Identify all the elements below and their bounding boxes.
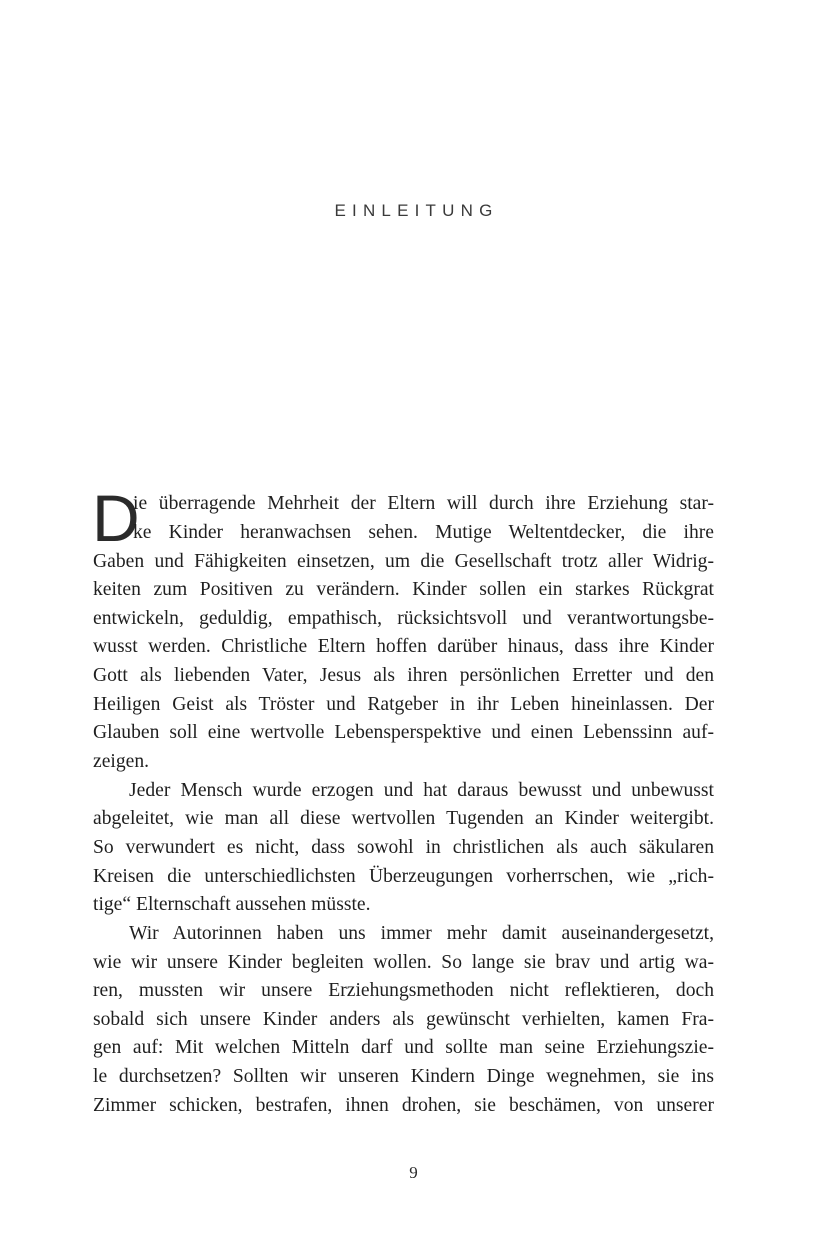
text-line: Kreisen die unterschiedlichsten Überzeugungen vorherrschen, wie „rich- xyxy=(93,866,714,887)
text-line: Heiligen Geist als Tröster und Ratgeber in ihr Leben hineinlassen. Der xyxy=(93,694,714,715)
text-line: gen auf: Mit welchen Mitteln darf und sollte man seine Erziehungszie- xyxy=(93,1037,714,1058)
text-line: Jeder Mensch wurde erzogen und hat daraus bewusst und unbewusst xyxy=(129,780,714,801)
text-line: keiten zum Positiven zu verändern. Kinder sollen ein starkes Rückgrat xyxy=(93,579,714,600)
text-line: ke Kinder heranwachsen sehen. Mutige Weltentdecker, die ihre xyxy=(133,522,714,543)
text-line: sobald sich unsere Kinder anders als gewünscht verhielten, kamen Fra- xyxy=(93,1009,714,1030)
text-line: zeigen. xyxy=(93,751,150,772)
text-line: Gott als liebenden Vater, Jesus als ihren persönlichen Erretter und den xyxy=(93,665,714,686)
text-line: le durchsetzen? Sollten wir unseren Kindern Dinge wegnehmen, sie ins xyxy=(93,1066,714,1087)
text-line: ie überragende Mehrheit der Eltern will durch ihre Erziehung star- xyxy=(133,493,714,514)
text-line: tige“ Elternschaft aussehen müsste. xyxy=(93,894,371,915)
text-line: entwickeln, geduldig, empathisch, rücksichtsvoll und verantwortungsbe- xyxy=(93,608,714,629)
text-line: So verwundert es nicht, dass sowohl in christlichen als auch säkularen xyxy=(93,837,714,858)
text-line: Glauben soll eine wertvolle Lebensperspektive und einen Lebenssinn auf- xyxy=(93,722,714,743)
text-line: Gaben und Fähigkeiten einsetzen, um die Gesellschaft trotz aller Widrig- xyxy=(93,551,714,572)
text-line: Wir Autorinnen haben uns immer mehr damit auseinandergesetzt, xyxy=(129,923,714,944)
drop-cap: D xyxy=(92,481,140,555)
text-line: wie wir unsere Kinder begleiten wollen. So lange sie brav und artig wa- xyxy=(93,952,714,973)
text-line: ren, mussten wir unsere Erziehungsmethoden nicht reflektieren, doch xyxy=(93,980,714,1001)
chapter-title: EINLEITUNG xyxy=(334,201,499,220)
text-line: Zimmer schicken, bestrafen, ihnen drohen, sie beschämen, von unserer xyxy=(93,1095,714,1116)
text-line: abgeleitet, wie man all diese wertvollen Tugenden an Kinder weitergibt. xyxy=(93,808,714,829)
text-line: wusst werden. Christliche Eltern hoffen darüber hinaus, dass ihre Kinder xyxy=(93,636,714,657)
page-number: 9 xyxy=(409,1163,418,1182)
